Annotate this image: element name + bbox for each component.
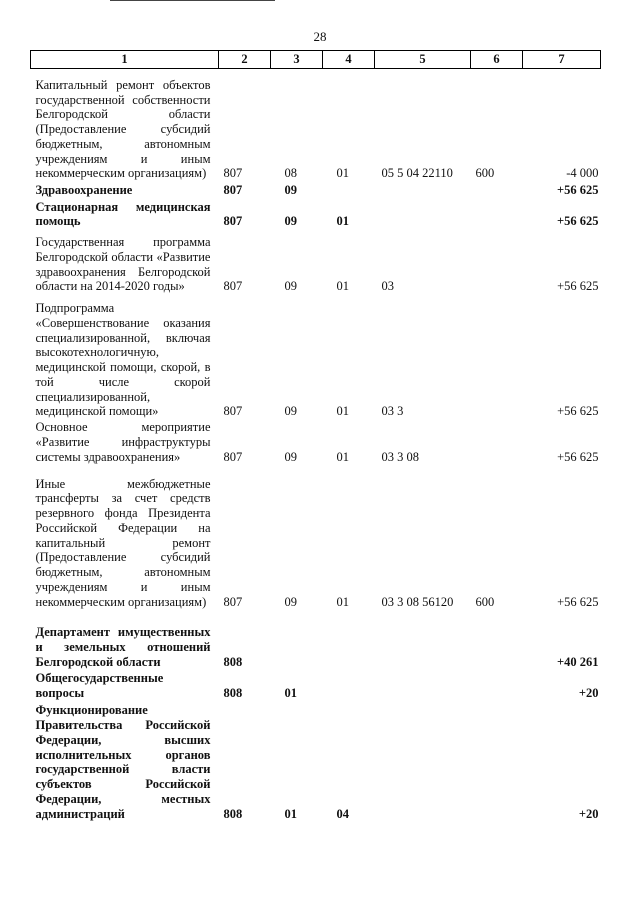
row-subsection-code: 01	[336, 166, 349, 181]
table-row	[31, 610, 601, 670]
row-ministry-code: 807	[223, 279, 243, 294]
table-row	[31, 670, 601, 701]
row-name: Основное мероприятие «Развитие инфраструктуры системы здравоохранения»	[35, 420, 211, 464]
row-section-code	[271, 610, 323, 670]
row-target-article: 03 3	[381, 404, 404, 419]
row-ministry-code: 808	[223, 654, 243, 669]
row-expense-type	[471, 701, 523, 822]
header-col-3: 3	[271, 51, 323, 69]
row-ministry-code: 807	[223, 594, 243, 609]
row-ministry-code: 808	[223, 806, 243, 821]
scan-edge-line	[110, 0, 275, 1]
table-row	[31, 69, 601, 183]
header-col-5: 5	[375, 51, 471, 69]
row-target-article	[375, 199, 471, 230]
row-ministry-code: 807	[223, 166, 243, 181]
row-section-code: 09	[284, 404, 297, 419]
row-amount: +56 625	[557, 279, 599, 294]
row-subsection-code	[323, 182, 375, 199]
row-subsection-code: 01	[336, 404, 349, 419]
row-subsection-code	[323, 670, 375, 701]
row-amount: +56 625	[557, 594, 599, 609]
row-name: Государственная программа Белгородской области «Развитие здравоохранения Белгородской области на 2014-2020 годы»	[35, 235, 211, 294]
row-name: Общегосударственные вопросы	[35, 670, 164, 700]
row-name: Капитальный ремонт объектов государственной собственности Белгородской области (Предоставление субсидий бюджетным, автономным учреждениям и иным некоммерческим организациям)	[35, 77, 211, 181]
row-subsection-code: 01	[336, 449, 349, 464]
budget-table	[30, 50, 601, 822]
row-amount: +56 625	[557, 449, 599, 464]
row-section-code: 09	[284, 449, 297, 464]
row-amount: -4 000	[566, 166, 599, 181]
row-target-article: 03 3 08 56120	[381, 594, 454, 609]
row-section-code: 01	[284, 685, 297, 700]
row-section-code: 09	[284, 279, 297, 294]
row-amount: +56 625	[557, 404, 599, 419]
row-name: Подпрограмма «Совершенствование оказания специализированной, включая высокотехнологичную, медицинской помощи, скорой, в той числе скорой специализированной, медицинской помощи»	[35, 301, 211, 419]
row-target-article: 05 5 04 22110	[381, 166, 453, 181]
table-row	[31, 182, 601, 199]
row-name: Департамент имущественных и земельных отношений Белгородской области	[35, 625, 211, 669]
row-name: Здравоохранение	[35, 183, 133, 198]
row-subsection-code: 01	[336, 279, 349, 294]
row-section-code: 09	[284, 214, 297, 229]
table-row	[31, 230, 601, 295]
row-expense-type	[471, 295, 523, 420]
row-section-code: 01	[284, 806, 297, 821]
row-name: Функционирование Правительства Российской Федерации, высших исполнительных органов государственной власти субъектов Российской Федерации, местных администраций	[35, 703, 211, 821]
table-row	[31, 295, 601, 420]
table-row	[31, 199, 601, 230]
table-row	[31, 701, 601, 822]
table-row	[31, 420, 601, 465]
row-section-code: 09	[284, 183, 297, 198]
row-expense-type	[471, 670, 523, 701]
header-col-7: 7	[523, 51, 601, 69]
row-subsection-code: 01	[336, 214, 349, 229]
row-ministry-code: 807	[223, 449, 243, 464]
row-section-code: 09	[284, 594, 297, 609]
row-subsection-code: 04	[336, 806, 349, 821]
row-amount: +20	[578, 685, 599, 700]
header-col-6: 6	[471, 51, 523, 69]
row-section-code: 08	[284, 166, 297, 181]
row-subsection-code	[323, 610, 375, 670]
row-amount: +20	[578, 806, 599, 821]
page-number: 28	[313, 29, 327, 44]
row-expense-type: 600	[475, 594, 495, 609]
row-target-article	[375, 670, 471, 701]
row-ministry-code: 807	[223, 183, 243, 198]
row-target-article: 03	[381, 279, 394, 294]
row-expense-type	[471, 420, 523, 465]
header-row	[31, 51, 601, 69]
row-target-article: 03 3 08	[381, 449, 419, 464]
row-expense-type	[471, 182, 523, 199]
row-amount: +56 625	[557, 214, 599, 229]
header-col-4: 4	[323, 51, 375, 69]
row-expense-type	[471, 610, 523, 670]
row-amount: +40 261	[557, 654, 599, 669]
row-target-article	[375, 701, 471, 822]
row-target-article	[375, 610, 471, 670]
row-subsection-code: 01	[336, 594, 349, 609]
row-ministry-code: 807	[223, 404, 243, 419]
row-ministry-code: 808	[223, 685, 243, 700]
row-expense-type: 600	[475, 166, 495, 181]
row-expense-type	[471, 230, 523, 295]
row-target-article	[375, 182, 471, 199]
row-amount: +56 625	[557, 183, 599, 198]
header-col-2: 2	[219, 51, 271, 69]
row-ministry-code: 807	[223, 214, 243, 229]
header-col-1: 1	[31, 51, 219, 69]
table-row	[31, 465, 601, 610]
row-name: Иные межбюджетные трансферты за счет средств резервного фонда Президента Российской Федерации на капитальный ремонт (Предоставление субсидий бюджетным, автономным учреждениям и иным некоммерческим организациям)	[35, 476, 211, 609]
row-expense-type	[471, 199, 523, 230]
row-name: Стационарная медицинская помощь	[35, 199, 211, 229]
